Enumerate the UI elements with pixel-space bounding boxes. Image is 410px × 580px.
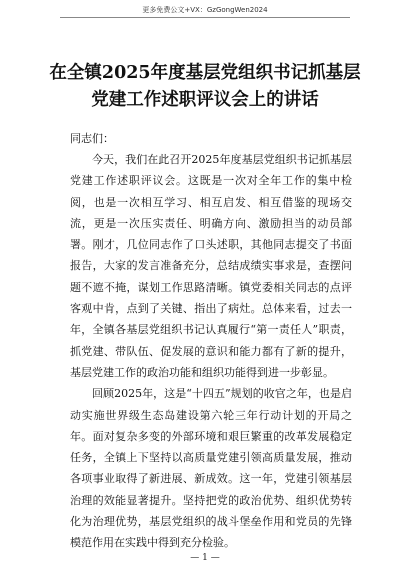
paragraph: 今天，我们在此召开2025年度基层党组织书记抓基层党建工作述职评议会。这既是一次对全年工作的集中检阅，也是一次相互学习、相互启发、相互借鉴的现场交流，更是一次压实责任、明确方向、激励担当的动员部署。刚才，几位同志作了口头述职，其他同志提交了书面报告，大家的发言准备充分，总结成绩实事求是，查摆问题不遮不掩，谋划工作思路清晰。镇党委相关同志的点评客观中肯，点到了关键、指出了病灶。总体来看，过去一年，全镇各基层党组织书记认真履行“第一责任人”职责，抓党建、带队伍、促发展的意识和能力都有了新的提升，基层党建工作的政治功能和组织功能得到进一步彰显。 (70, 153, 352, 379)
document-title (40, 60, 370, 114)
page-number: — 1 — (190, 553, 220, 563)
document-body (70, 149, 352, 554)
title-line-2: 党建工作述职评议会上的讲话 (91, 90, 319, 110)
title-line-1: 在全镇2025年度基层党组织书记抓基层 (49, 63, 361, 83)
header-divider (60, 17, 350, 18)
salutation: 同志们： (70, 132, 114, 145)
paragraph: 回顾2025年，这是“十四五”规划的收官之年，也是启动实施世界级生态岛建设第六轮三年行动计划的开局之年。面对复杂多变的外部环境和艰巨繁重的改革发展稳定任务，全镇上下坚持以高质量党建引领高质量发展，推动各项事业取得了新进展、新成效。这一年，党建引领基层治理的效能显著提升。坚持把党的政治优势、组织优势转化为治理优势，基层党组织的战斗堡垒作用和党员的先锋模范作用在实践中得到充分检验。 (70, 387, 352, 550)
page-header: 更多免费公文+VX：GzGongWen2024 (142, 6, 268, 14)
